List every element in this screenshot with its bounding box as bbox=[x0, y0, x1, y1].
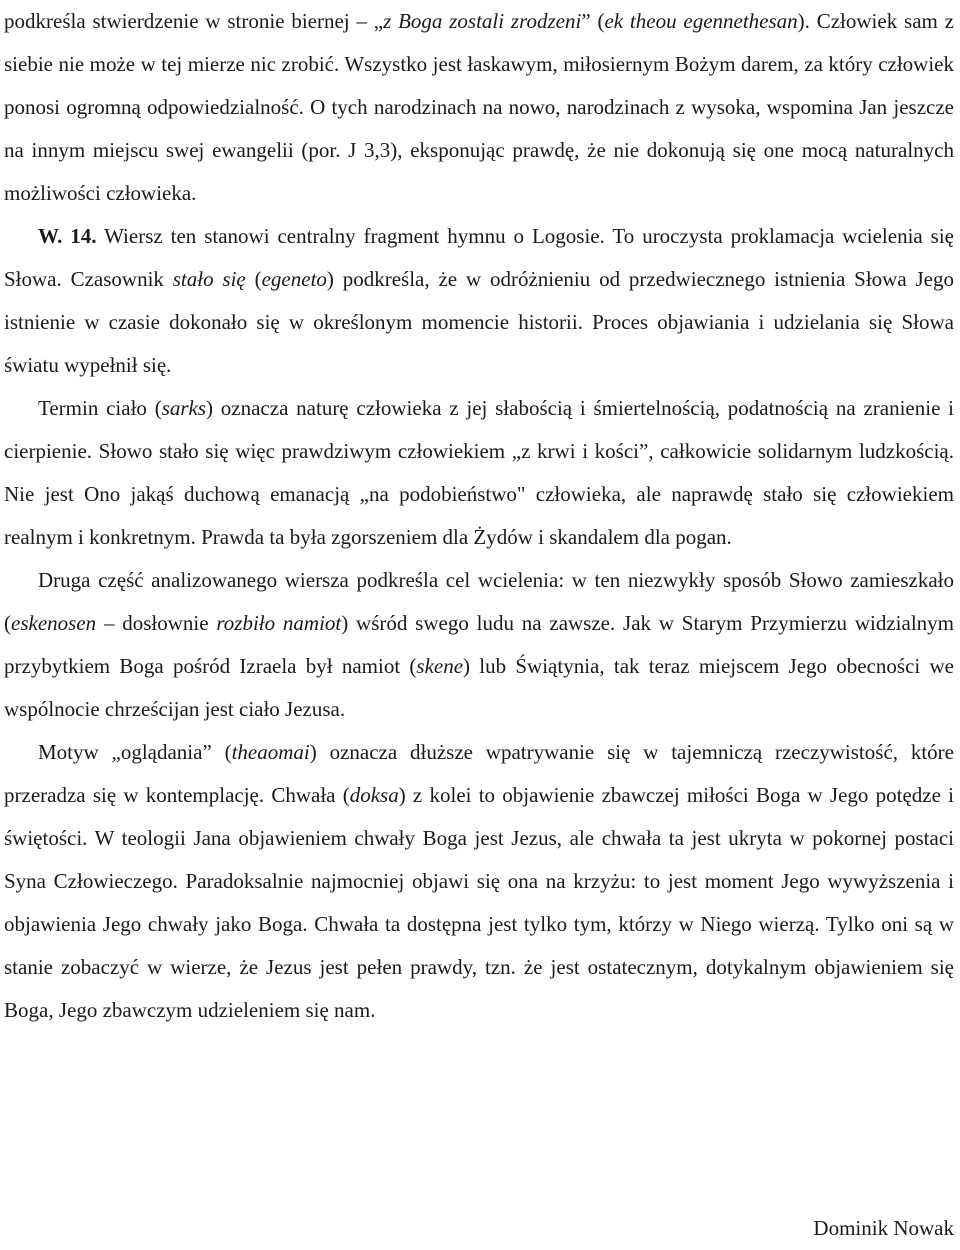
text-run: Wiersz ten stanowi centralny fragment hymnu o Logosie. To uroczysta proklamacja wcielenia się Słowa. Czasownik bbox=[4, 224, 955, 291]
text-run: Motyw „oglądania” ( bbox=[38, 740, 232, 764]
text-run: ( bbox=[245, 267, 262, 291]
italic-term: egeneto bbox=[261, 267, 327, 291]
paragraph bbox=[4, 731, 954, 1032]
text-run: ) z kolei to objawienie zbawczej miłości Boga w Jego potędze i świętości. W teologii Jana objawieniem chwały Boga jest Jezus, ale chwała ta jest ukryta w pokornej postaci Syna Człowieczego. Paradoksalnie najmocniej objawi się ona na krzyżu: to jest moment Jego wywyższenia i objawienia Jego chwały jako Boga. Chwała ta dostępna jest tylko tym, którzy w Niego wierzą. Tylko oni są w stanie zobaczyć w wierze, że Jezus jest pełen prawdy, tzn. że jest ostatecznym, dotykalnym objawieniem się Boga, Jego zbawczym udzieleniem się nam. bbox=[4, 783, 954, 1022]
italic-term: skene bbox=[416, 654, 464, 678]
text-run: ) lub Świątynia, tak teraz miejscem Jego obecności we wspólnocie chrześcijan jest ciało Jezusa. bbox=[4, 654, 954, 721]
italic-term: doksa bbox=[349, 783, 399, 807]
text-run: Termin ciało ( bbox=[38, 396, 162, 420]
document-body bbox=[4, 0, 954, 1032]
italic-term: sarks bbox=[161, 396, 207, 420]
paragraph bbox=[4, 0, 954, 215]
italic-term: eskenosen bbox=[11, 611, 97, 635]
text-run: ) oznacza naturę człowieka z jej słabością i śmiertelnością, podatnością na zranienie i cierpienie. Słowo stało się więc prawdziwym człowiekiem „z krwi i kości”, całkowicie solidarnym ludzkością. Nie jest Ono jakąś duchową emanacją „na podobieństwo" człowieka, ale naprawdę stało się człowiekiem realnym i konkretnym. Prawda ta była zgorszeniem dla Żydów i skandalem dla pogan. bbox=[4, 396, 954, 549]
paragraph bbox=[4, 215, 954, 387]
text-run: – dosłownie bbox=[96, 611, 217, 635]
author-signature: Dominik Nowak bbox=[813, 1216, 954, 1240]
text-run: podkreśla stwierdzenie w stronie biernej – „ bbox=[4, 9, 384, 33]
text-run: Druga część analizowanego wiersza podkreśla cel wcielenia: w ten niezwykły sposób Słowo zamieszkało ( bbox=[4, 568, 954, 635]
italic-term: z Boga zostali zrodzeni bbox=[383, 9, 582, 33]
italic-term: ek theou egennethesan bbox=[604, 9, 798, 33]
paragraph bbox=[4, 387, 954, 559]
text-run: ). Człowiek sam z siebie nie może w tej mierze nic zrobić. Wszystko jest łaskawym, miłosiernym Bożym darem, za który człowiek ponosi ogromną odpowiedzialność. O tych narodzinach na nowo, narodzinach z wysoka, wspomina Jan jeszcze na innym miejscu swej ewangelii (por. J 3,3), eksponując prawdę, że nie dokonują się one mocą naturalnych możliwości człowieka. bbox=[4, 9, 954, 205]
italic-term: stało się bbox=[172, 267, 246, 291]
italic-term: rozbiło namiot bbox=[216, 611, 342, 635]
verse-reference: W. 14. bbox=[38, 224, 97, 248]
text-run: ” ( bbox=[581, 9, 605, 33]
text-run: ) wśród swego ludu na zawsze. Jak w Starym Przymierzu widzialnym przybytkiem Boga pośród Izraela był namiot ( bbox=[4, 611, 955, 678]
text-run: ) podkreśla, że w odróżnieniu od przedwiecznego istnienia Słowa Jego istnienie w czasie dokonało się w określonym momencie historii. Proces objawiania i udzielania się Słowa światu wypełnił się. bbox=[4, 267, 955, 377]
text-run: ) oznacza dłuższe wpatrywanie się w tajemniczą rzeczywistość, które przeradza się w kontemplację. Chwała ( bbox=[4, 740, 954, 807]
paragraph bbox=[4, 559, 954, 731]
italic-term: theaomai bbox=[231, 740, 310, 764]
